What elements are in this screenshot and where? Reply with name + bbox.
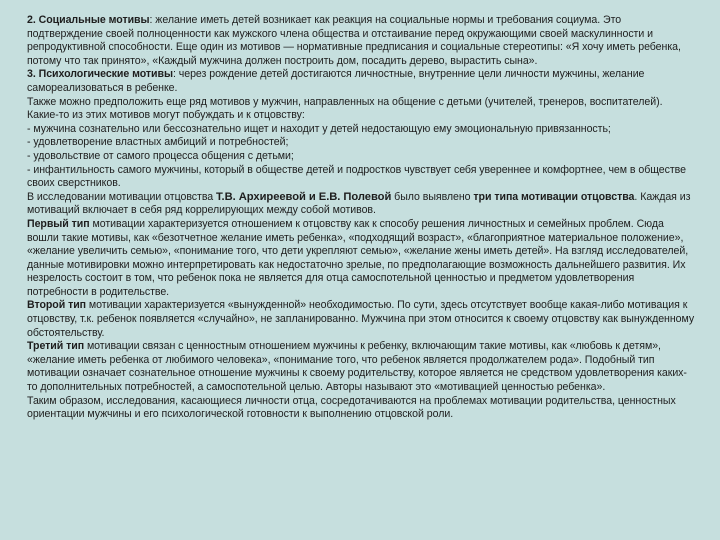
conclusion-paragraph: Таким образом, исследования, касающиеся личности отца, сосредотачиваются на проблемах мотивации родительства, ценностных ориентации мужчины и его психологической готовности к выполнению отцовской роли. bbox=[27, 394, 676, 421]
research-text-middle: было выявлено bbox=[391, 190, 474, 203]
research-paragraph bbox=[27, 191, 695, 218]
social-motives-text: : желание иметь детей возникает как реакция на социальные нормы и требования социума. Это подтверждение своей полноценности как мужского члена общества и отстаивание перед окружающими своей маскулинности и репродуктивной способности. Еще один из мотивов — нормативные предписания и социальные стереотипы: «Я хочу иметь ребенка, потому что так принято», «Каждый мужчина должен построить дом, посадить дерево, вырастить сына». bbox=[27, 14, 681, 67]
psychological-motives-heading: 3. Психологические мотивы bbox=[27, 68, 173, 81]
research-authors: Т.В. Архиреевой и Е.В. Полевой bbox=[216, 190, 392, 203]
list-item: - инфантильность самого мужчины, который в обществе детей и подростков чувствует себя увереннее и комфортнее, чем в обществе своих сверстников. bbox=[27, 163, 686, 190]
list-item: - удовлетворение властных амбиций и потребностей; bbox=[27, 136, 289, 149]
type-three-heading: Третий тип bbox=[27, 340, 85, 353]
research-text-before: В исследовании мотивации отцовства bbox=[27, 190, 217, 203]
research-motivation-types: три типа мотивации отцовства bbox=[473, 190, 635, 203]
psychological-motives-paragraph bbox=[27, 68, 695, 95]
type-three-text: мотивации связан с ценностным отношением мужчины к ребенку, включающим такие мотивы, как «любовь к детям», «желание иметь ребенка от любимого человека», «понимание того, что ребенок является продолжателем рода». Подобный тип мотивации означает сознательное отношение мужчины к своему родительству, которое является не средством удовлетворения каких-то дополнительных потребностей, а самоспотельной целью. Авторы называют это «мотивацией ценностью ребенка». bbox=[27, 340, 687, 394]
type-two-paragraph bbox=[27, 299, 695, 340]
type-three-paragraph bbox=[27, 340, 695, 394]
type-two-text: мотивации характеризуется «вынужденной» необходимостью. По сути, здесь отсутствует вообще какая-либо мотивация к отцовству, т.к. ребенок появляется «случайно», не запланированно. Мужчина при этом относится к своему отцовству как вынужденному обстоятельству. bbox=[27, 299, 695, 339]
research-text-after: . Каждая из мотиваций включает в себя ряд коррелирующих между собой мотивов. bbox=[27, 190, 691, 217]
extra-motives-intro: Также можно предположить еще ряд мотивов у мужчин, направленных на общение с детьми (учителей, тренеров, воспитателей). Какие-то из этих мотивов могут побуждать и к отцовству: bbox=[27, 95, 663, 122]
list-item: - удовольствие от самого процесса общения с детьми; bbox=[27, 149, 294, 162]
type-two-heading: Второй тип bbox=[27, 299, 87, 312]
psychological-motives-text: : через рождение детей достигаются личностные, внутренние цели личности мужчины, желание самореализоваться в ребенке. bbox=[27, 68, 645, 94]
document-text bbox=[27, 14, 695, 422]
social-motives-heading: 2. Социальные мотивы bbox=[27, 14, 150, 26]
type-one-heading: Первый тип bbox=[27, 217, 90, 230]
type-one-text: мотивации характеризуется отношением к отцовству как к способу решения личностных и семейных проблем. Сюда вошли такие мотивы, как «безотчетное желание иметь ребенка», «подходящий возраст», «благоприятное материальное положение», «желание увеличить семью», «понимание того, что дети укрепляют семью», «желание жены иметь детей». На взгляд исследователей, данные мотивировки можно интерпретировать как недостаточно зрелые, по предполагающие возможность дальнейшего развития. Их незрелость состоит в том, что ребенок пока не является для отца самоспотельной ценностью и предметом удовлетворения потребности в родительстве. bbox=[27, 217, 689, 298]
social-motives-paragraph bbox=[27, 14, 695, 68]
type-one-paragraph bbox=[27, 218, 695, 300]
list-item: - мужчина сознательно или бессознательно ищет и находит у детей недостающую ему эмоциональную привязанность; bbox=[27, 122, 611, 135]
